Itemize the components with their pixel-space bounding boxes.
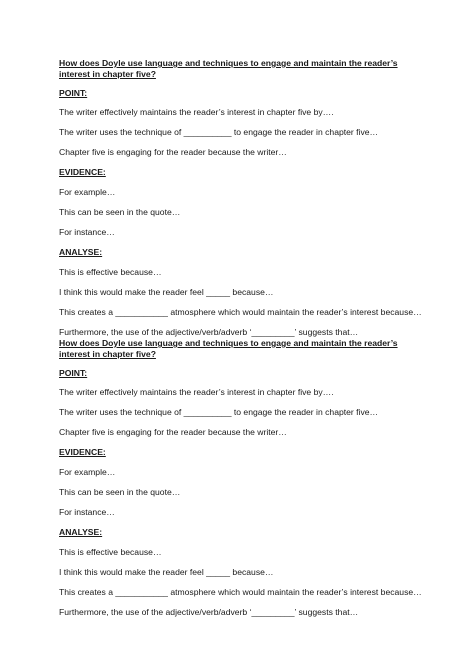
point-heading: POINT: bbox=[59, 368, 88, 378]
analyse-line: I think this would make the reader feel _____ because… bbox=[59, 567, 274, 577]
evidence-line: For example… bbox=[59, 187, 116, 197]
analyse-line: Furthermore, the use of the adjective/verb/adverb ‘_________’ suggests that… bbox=[59, 607, 359, 617]
point-line: Chapter five is engaging for the reader because the writer… bbox=[59, 147, 287, 157]
analyse-line: I think this would make the reader feel _____ because… bbox=[59, 287, 274, 297]
analyse-line: Furthermore, the use of the adjective/verb/adverb ‘_________’ suggests that… bbox=[59, 327, 359, 337]
point-line: The writer uses the technique of __________ to engage the reader in chapter five… bbox=[59, 127, 379, 137]
evidence-line: This can be seen in the quote… bbox=[59, 487, 181, 497]
analyse-line: This is effective because… bbox=[59, 547, 162, 557]
evidence-heading: EVIDENCE: bbox=[59, 447, 106, 457]
worksheet-section-1 bbox=[59, 58, 422, 338]
evidence-line: For instance… bbox=[59, 507, 115, 517]
analyse-heading: ANALYSE: bbox=[59, 247, 103, 257]
analyse-line: This creates a ___________ atmosphere which would maintain the reader’s interest because… bbox=[59, 307, 422, 317]
point-line: Chapter five is engaging for the reader because the writer… bbox=[59, 427, 287, 437]
analyse-heading: ANALYSE: bbox=[59, 527, 103, 537]
evidence-heading: EVIDENCE: bbox=[59, 167, 106, 177]
worksheet-section-2 bbox=[59, 338, 422, 618]
question-heading: How does Doyle use language and techniques to engage and maintain the reader’s interest in chapter five? bbox=[59, 338, 398, 359]
question-heading: How does Doyle use language and techniques to engage and maintain the reader’s interest in chapter five? bbox=[59, 58, 398, 79]
point-heading: POINT: bbox=[59, 88, 88, 98]
analyse-line: This is effective because… bbox=[59, 267, 162, 277]
point-line: The writer effectively maintains the reader’s interest in chapter five by…. bbox=[59, 387, 334, 397]
evidence-line: For example… bbox=[59, 467, 116, 477]
point-line: The writer effectively maintains the reader’s interest in chapter five by…. bbox=[59, 107, 334, 117]
point-line: The writer uses the technique of __________ to engage the reader in chapter five… bbox=[59, 407, 379, 417]
evidence-line: For instance… bbox=[59, 227, 115, 237]
evidence-line: This can be seen in the quote… bbox=[59, 207, 181, 217]
analyse-line: This creates a ___________ atmosphere which would maintain the reader’s interest because… bbox=[59, 587, 422, 597]
